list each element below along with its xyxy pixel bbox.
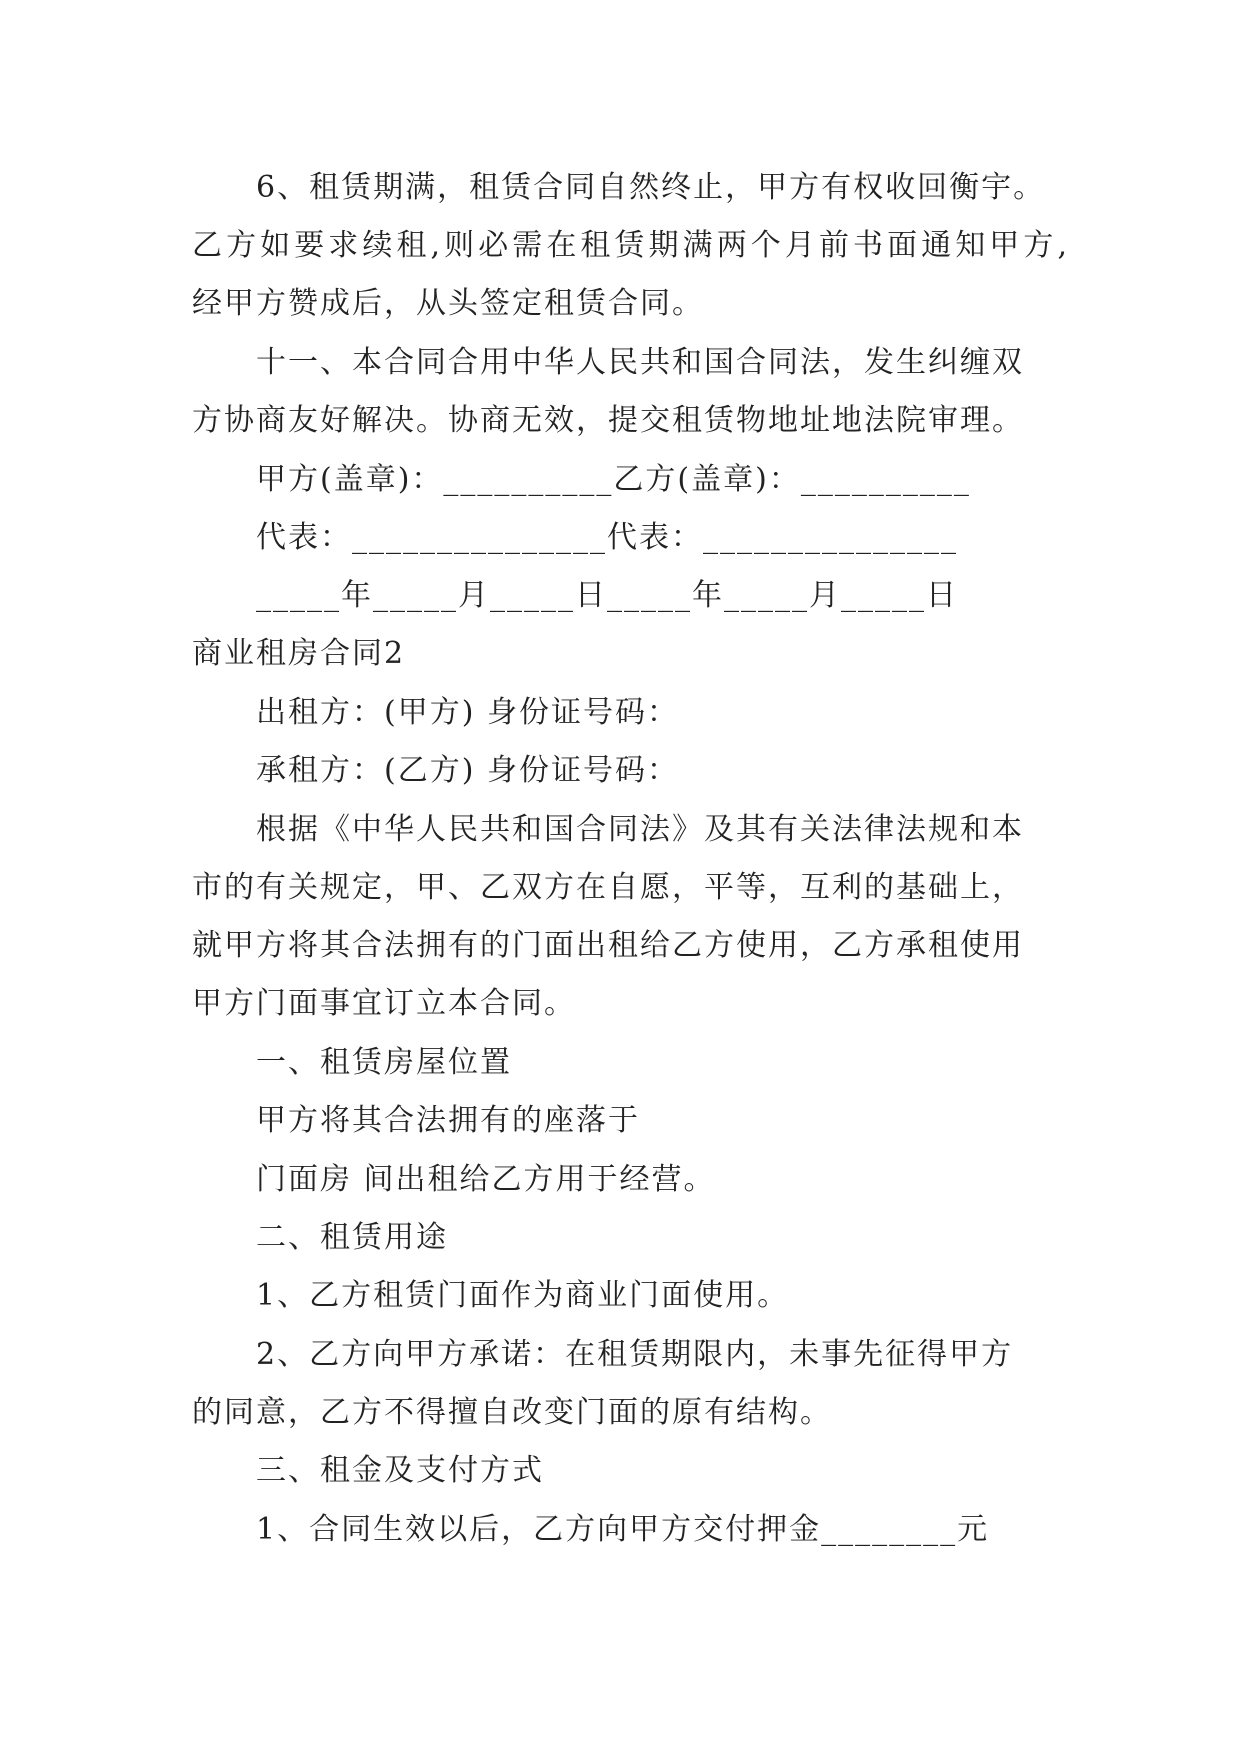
paragraph-line: 甲方将其合法拥有的座落于 [256,1103,640,1138]
party-line: 出租方：(甲方) 身份证号码： [256,695,679,730]
paragraph-line: 甲方门面事宜订立本合同。 [192,986,576,1021]
paragraph-line: 十一、本合同合用中华人民共和国合同法，发生纠缠双 [256,345,1024,380]
paragraph-line: 经甲方赞成后，从头签定租赁合同。 [192,286,704,321]
clause-heading: 二、租赁用途 [256,1220,448,1255]
signature-line: 甲方(盖章)：__________乙方(盖章)：__________ [256,462,971,497]
party-line: 承租方：(乙方) 身份证号码： [256,753,679,788]
section-title: 商业租房合同2 [192,636,406,671]
paragraph-line: 市的有关规定，甲、乙双方在自愿，平等，互利的基础上， [192,870,1024,905]
paragraph-line: 根据《中华人民共和国合同法》及其有关法律法规和本 [256,812,1024,847]
paragraph-line: 1、合同生效以后，乙方向甲方交付押金________元 [256,1512,990,1547]
date-line: _____年_____月_____日_____年_____月_____日 [256,578,958,613]
clause-heading: 一、租赁房屋位置 [256,1045,512,1080]
paragraph-line: 门面房 间出租给乙方用于经营。 [256,1162,716,1197]
paragraph-line: 1、乙方租赁门面作为商业门面使用。 [256,1278,790,1313]
representative-line: 代表：_______________代表：_______________ [256,520,958,555]
paragraph-line: 6、租赁期满，租赁合同自然终止，甲方有权收回衡宇。 [256,170,1046,205]
paragraph-line: 就甲方将其合法拥有的门面出租给乙方使用，乙方承租使用 [192,928,1024,963]
paragraph-line: 的同意，乙方不得擅自改变门面的原有结构。 [192,1395,832,1430]
paragraph-line: 2、乙方向甲方承诺：在租赁期限内，未事先征得甲方 [256,1337,1014,1372]
clause-heading: 三、租金及支付方式 [256,1453,544,1488]
paragraph-line: 方协商友好解决。协商无效，提交租赁物地址地法院审理。 [192,403,1024,438]
paragraph-line: 乙方如要求续租,则必需在租赁期满两个月前书面通知甲方, [192,228,1069,263]
